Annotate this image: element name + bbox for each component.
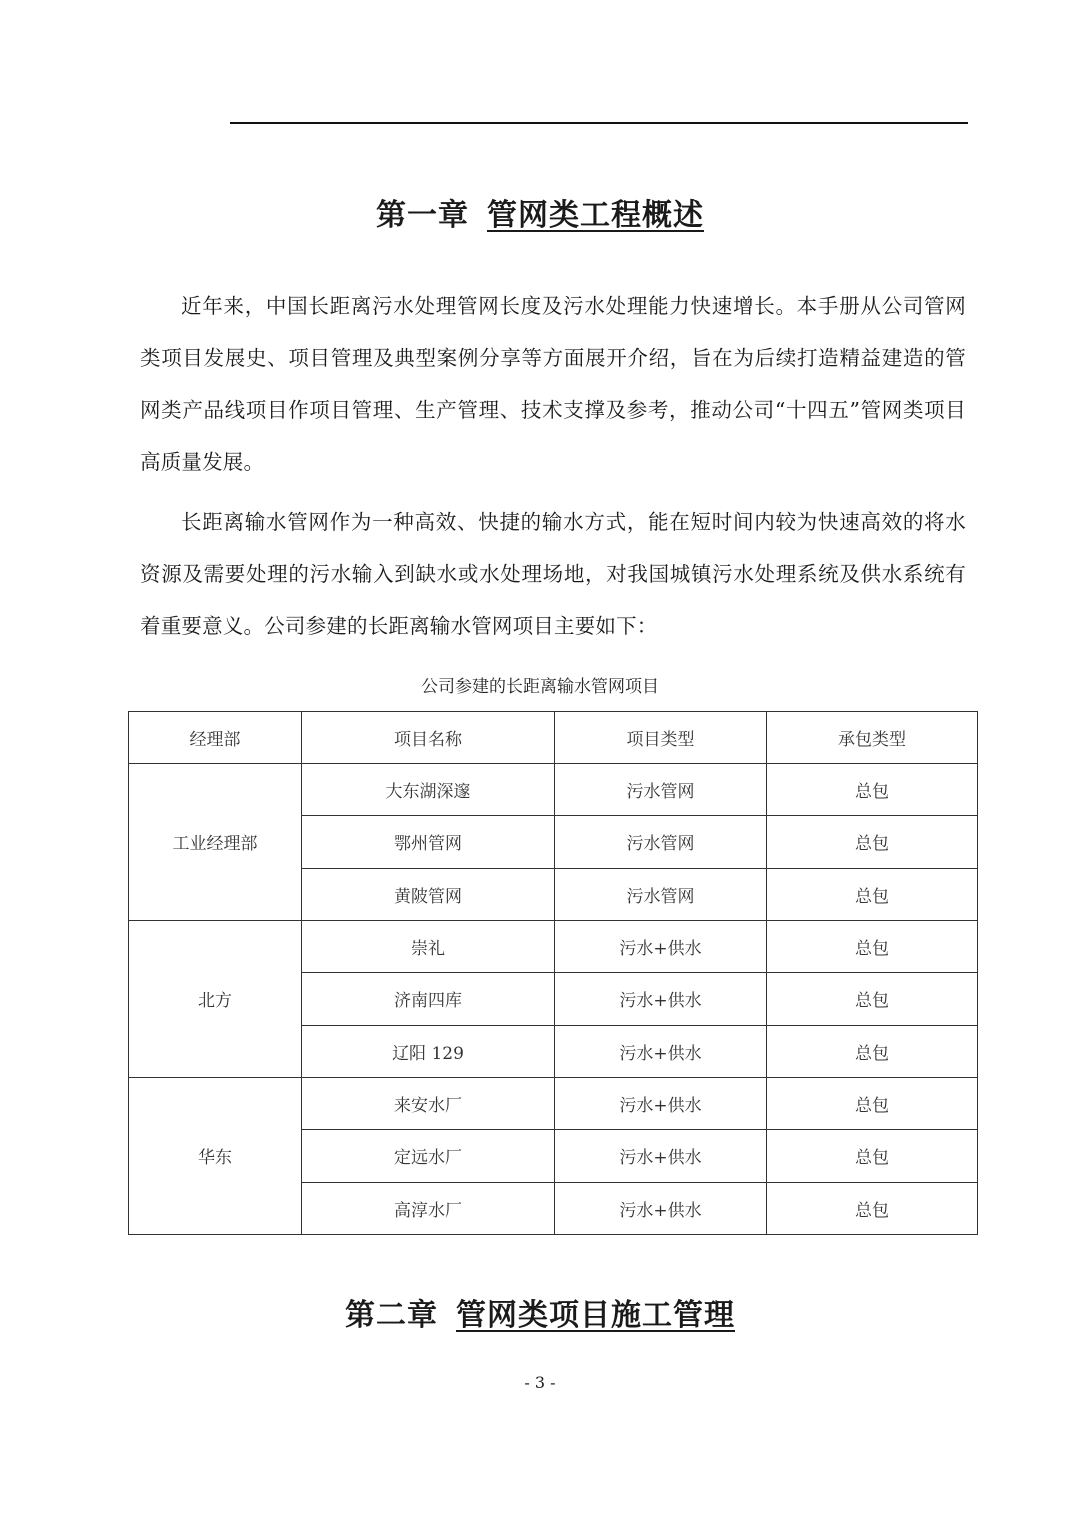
project-name-cell: 鄂州管网 [302,816,555,868]
contract-type-cell: 总包 [767,764,978,816]
header-rule [230,122,968,124]
project-type-cell: 污水+供水 [555,1182,767,1234]
table-row [129,1077,978,1129]
project-type-cell: 污水管网 [555,764,767,816]
contract-type-cell: 总包 [767,1130,978,1182]
paragraph-intro: 近年来，中国长距离污水处理管网长度及污水处理能力快速增长。本手册从公司管网类项目发展史、项目管理及典型案例分享等方面展开介绍，旨在为后续打造精益建造的管网类产品线项目作项目管理、生产管理、技术支撑及参考，推动公司“十四五”管网类项目高质量发展。 [140,294,966,474]
project-type-cell: 污水+供水 [555,1077,767,1129]
project-type-cell: 污水+供水 [555,973,767,1025]
header-project-type: 项目类型 [555,712,767,764]
chapter-1-title: 管网类工程概述 [487,198,704,233]
chapter-2-number: 第二章 [345,1298,438,1333]
project-type-cell: 污水管网 [555,868,767,920]
table-header-row [129,712,978,764]
table-row [129,764,978,816]
paragraph-pipeline: 长距离输水管网作为一种高效、快捷的输水方式，能在短时间内较为快速高效的将水资源及需要处理的污水输入到缺水或水处理场地，对我国城镇污水处理系统及供水系统有着重要意义。公司参建的长距离输水管网项目主要如下： [140,510,966,638]
project-name-cell: 崇礼 [302,920,555,972]
project-name-cell: 黄陂管网 [302,868,555,920]
project-name-cell: 辽阳 129 [302,1025,555,1077]
project-type-cell: 污水+供水 [555,1130,767,1182]
project-type-cell: 污水管网 [555,816,767,868]
header-department: 经理部 [129,712,302,764]
contract-type-cell: 总包 [767,1182,978,1234]
contract-type-cell: 总包 [767,868,978,920]
chapter-1-heading [0,190,1080,234]
contract-type-cell: 总包 [767,1077,978,1129]
projects-table [128,711,978,1235]
contract-type-cell: 总包 [767,816,978,868]
chapter-2-heading [0,1290,1080,1334]
project-type-cell: 污水+供水 [555,920,767,972]
project-name-cell: 大东湖深邃 [302,764,555,816]
project-name-cell: 定远水厂 [302,1130,555,1182]
department-cell: 工业经理部 [129,764,302,921]
project-name-cell: 来安水厂 [302,1077,555,1129]
department-cell: 北方 [129,920,302,1077]
table-caption: 公司参建的长距离输水管网项目 [421,677,659,697]
contract-type-cell: 总包 [767,973,978,1025]
header-contract-type: 承包类型 [767,712,978,764]
project-name-cell: 高淳水厂 [302,1182,555,1234]
project-type-cell: 污水+供水 [555,1025,767,1077]
department-cell: 华东 [129,1077,302,1234]
contract-type-cell: 总包 [767,1025,978,1077]
table-row [129,920,978,972]
contract-type-cell: 总包 [767,920,978,972]
page-number: - 3 - [524,1373,556,1392]
chapter-1-number: 第一章 [376,198,469,233]
project-name-cell: 济南四库 [302,973,555,1025]
header-project-name: 项目名称 [302,712,555,764]
chapter-2-title: 管网类项目施工管理 [456,1298,735,1333]
